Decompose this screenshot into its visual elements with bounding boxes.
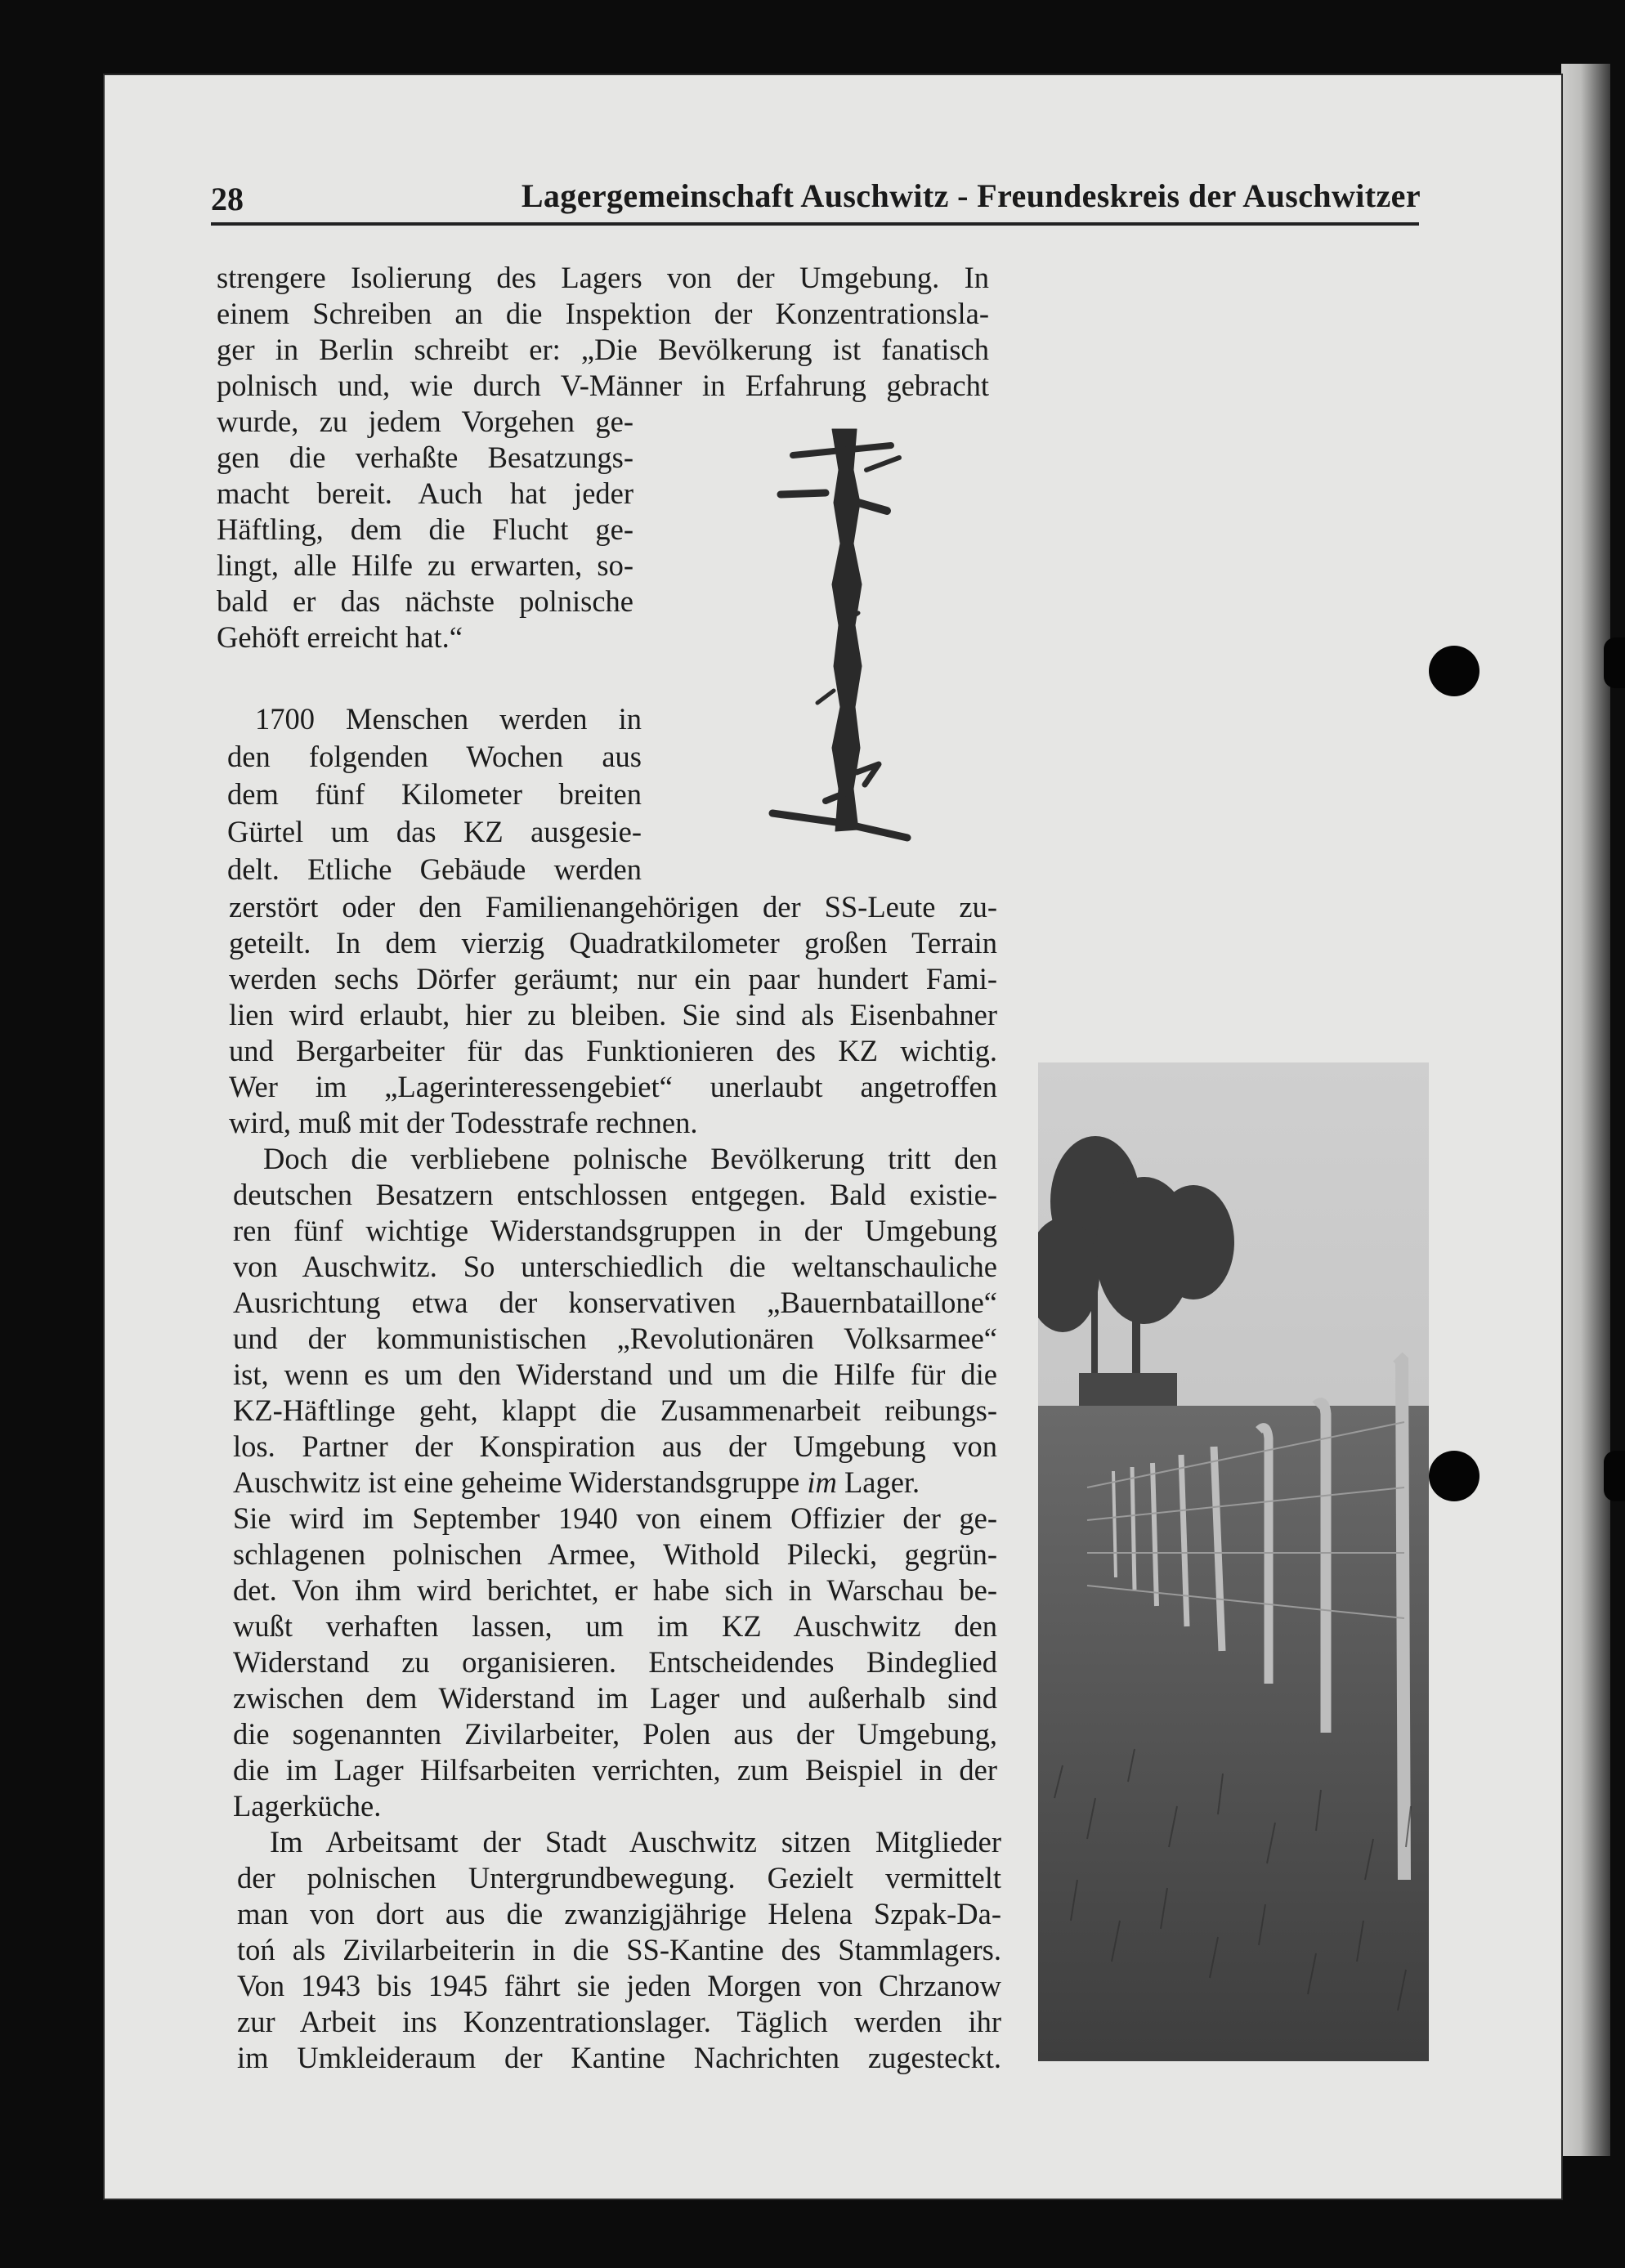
- body-line: strengere Isolierung des Lagers von der Umgebung. In: [217, 261, 989, 294]
- body-line: geteilt. In dem vierzig Quadratkilometer großen Terrain: [229, 926, 997, 960]
- body-line: Doch die verbliebene polnische Bevölkerung tritt den: [263, 1142, 997, 1175]
- body-line: polnisch und, wie durch V-Männer in Erfahrung gebracht: [217, 369, 989, 402]
- body-line: lingt, alle Hilfe zu erwarten, so-: [217, 548, 633, 582]
- body-line: 1700 Menschen werden in: [255, 702, 642, 736]
- barbed-wire-illustration: [768, 421, 915, 850]
- body-line: zwischen dem Widerstand im Lager und außerhalb sind: [233, 1681, 997, 1715]
- body-line: [233, 1465, 997, 1501]
- body-line: die sogenannten Zivilarbeiter, Polen aus der Umgebung,: [233, 1717, 997, 1751]
- body-line: los. Partner der Konspiration aus der Umgebung von: [233, 1429, 997, 1463]
- body-line: Von 1943 bis 1945 fährt sie jeden Morgen von Chrzanow: [237, 1969, 1001, 2002]
- page-header: [211, 173, 1421, 222]
- body-line: zerstört oder den Familienangehörigen der SS-Leute zu-: [229, 890, 997, 924]
- body-line: Gürtel um das KZ ausgesie-: [227, 815, 642, 848]
- body-line: wußt verhaften lassen, um im KZ Auschwitz den: [233, 1609, 997, 1643]
- body-line-text: Auschwitz ist eine geheime Widerstandsgruppe: [233, 1465, 808, 1499]
- body-line: von Auschwitz. So unterschiedlich die weltanschauliche: [233, 1250, 997, 1283]
- body-line: KZ-Häftlinge geht, klappt die Zusammenarbeit reibungs-: [233, 1393, 997, 1427]
- body-line: Sie wird im September 1940 von einem Offizier der ge-: [233, 1501, 997, 1535]
- binder-hole: [1429, 1451, 1480, 1501]
- italic-word: im: [807, 1465, 837, 1499]
- binder-hole: [1604, 1451, 1625, 1501]
- body-line: toń als Zivilarbeiterin in die SS-Kantine des Stammlagers.: [237, 1933, 1001, 1966]
- body-line: Wer im „Lagerinteressengebiet“ unerlaubt angetroffen: [229, 1070, 997, 1103]
- body-line: im Umkleideraum der Kantine Nachrichten zugesteckt.: [237, 2041, 1001, 2074]
- body-line: schlagenen polnischen Armee, Withold Pilecki, gegrün-: [233, 1537, 997, 1571]
- body-line: Widerstand zu organisieren. Entscheidendes Bindeglied: [233, 1645, 997, 1679]
- page-number: 28: [211, 181, 244, 217]
- body-line: delt. Etliche Gebäude werden: [227, 852, 642, 886]
- adjacent-page-edge: [1561, 64, 1610, 2156]
- body-line: werden sechs Dörfer geräumt; nur ein paar hundert Fami-: [229, 962, 997, 995]
- body-line: Ausrichtung etwa der konservativen „Bauernbataillone“: [233, 1286, 997, 1319]
- body-line: Lagerküche.: [233, 1789, 382, 1823]
- body-line: Gehöft erreicht hat.“: [217, 620, 463, 654]
- body-line: man von dort aus die zwanzigjährige Helena Szpak-Da-: [237, 1897, 1001, 1930]
- body-line: wurde, zu jedem Vorgehen ge-: [217, 405, 633, 438]
- body-line-text: Lager.: [836, 1465, 920, 1499]
- body-line: macht bereit. Auch hat jeder: [217, 476, 633, 510]
- body-line: zur Arbeit ins Konzentrationslager. Täglich werden ihr: [237, 2005, 1001, 2038]
- header-rule: [211, 222, 1419, 226]
- camp-fence-photo: [1038, 1062, 1429, 2061]
- body-line: Im Arbeitsamt der Stadt Auschwitz sitzen Mitglieder: [270, 1825, 1001, 1859]
- body-line: dem fünf Kilometer breiten: [227, 777, 642, 811]
- body-line: gen die verhaßte Besatzungs-: [217, 441, 633, 474]
- body-line: det. Von ihm wird berichtet, er habe sich in Warschau be-: [233, 1573, 997, 1607]
- body-line: ren fünf wichtige Widerstandsgruppen in der Umgebung: [233, 1214, 997, 1247]
- body-line: einem Schreiben an die Inspektion der Konzentrationsla-: [217, 297, 989, 330]
- body-line: ist, wenn es um den Widerstand und um die Hilfe für die: [233, 1358, 997, 1391]
- body-line: die im Lager Hilfsarbeiten verrichten, zum Beispiel in der: [233, 1753, 997, 1787]
- binder-hole: [1429, 646, 1480, 696]
- body-line: Häftling, dem die Flucht ge-: [217, 512, 633, 546]
- binder-hole: [1604, 637, 1625, 688]
- body-line: bald er das nächste polnische: [217, 584, 633, 618]
- body-line: und der kommunistischen „Revolutionären Volksarmee“: [233, 1322, 997, 1355]
- body-line: lien wird erlaubt, hier zu bleiben. Sie sind als Eisenbahner: [229, 998, 997, 1031]
- body-line: der polnischen Untergrundbewegung. Gezielt vermittelt: [237, 1861, 1001, 1894]
- running-title: Lagergemeinschaft Auschwitz - Freundeskreis der Auschwitzer: [521, 177, 1421, 214]
- body-line: deutschen Besatzern entschlossen entgegen. Bald existie-: [233, 1178, 997, 1211]
- body-line: und Bergarbeiter für das Funktionieren des KZ wichtig.: [229, 1034, 997, 1067]
- body-line: den folgenden Wochen aus: [227, 740, 642, 773]
- body-line: wird, muß mit der Todesstrafe rechnen.: [229, 1106, 698, 1139]
- body-line: ger in Berlin schreibt er: „Die Bevölkerung ist fanatisch: [217, 333, 989, 366]
